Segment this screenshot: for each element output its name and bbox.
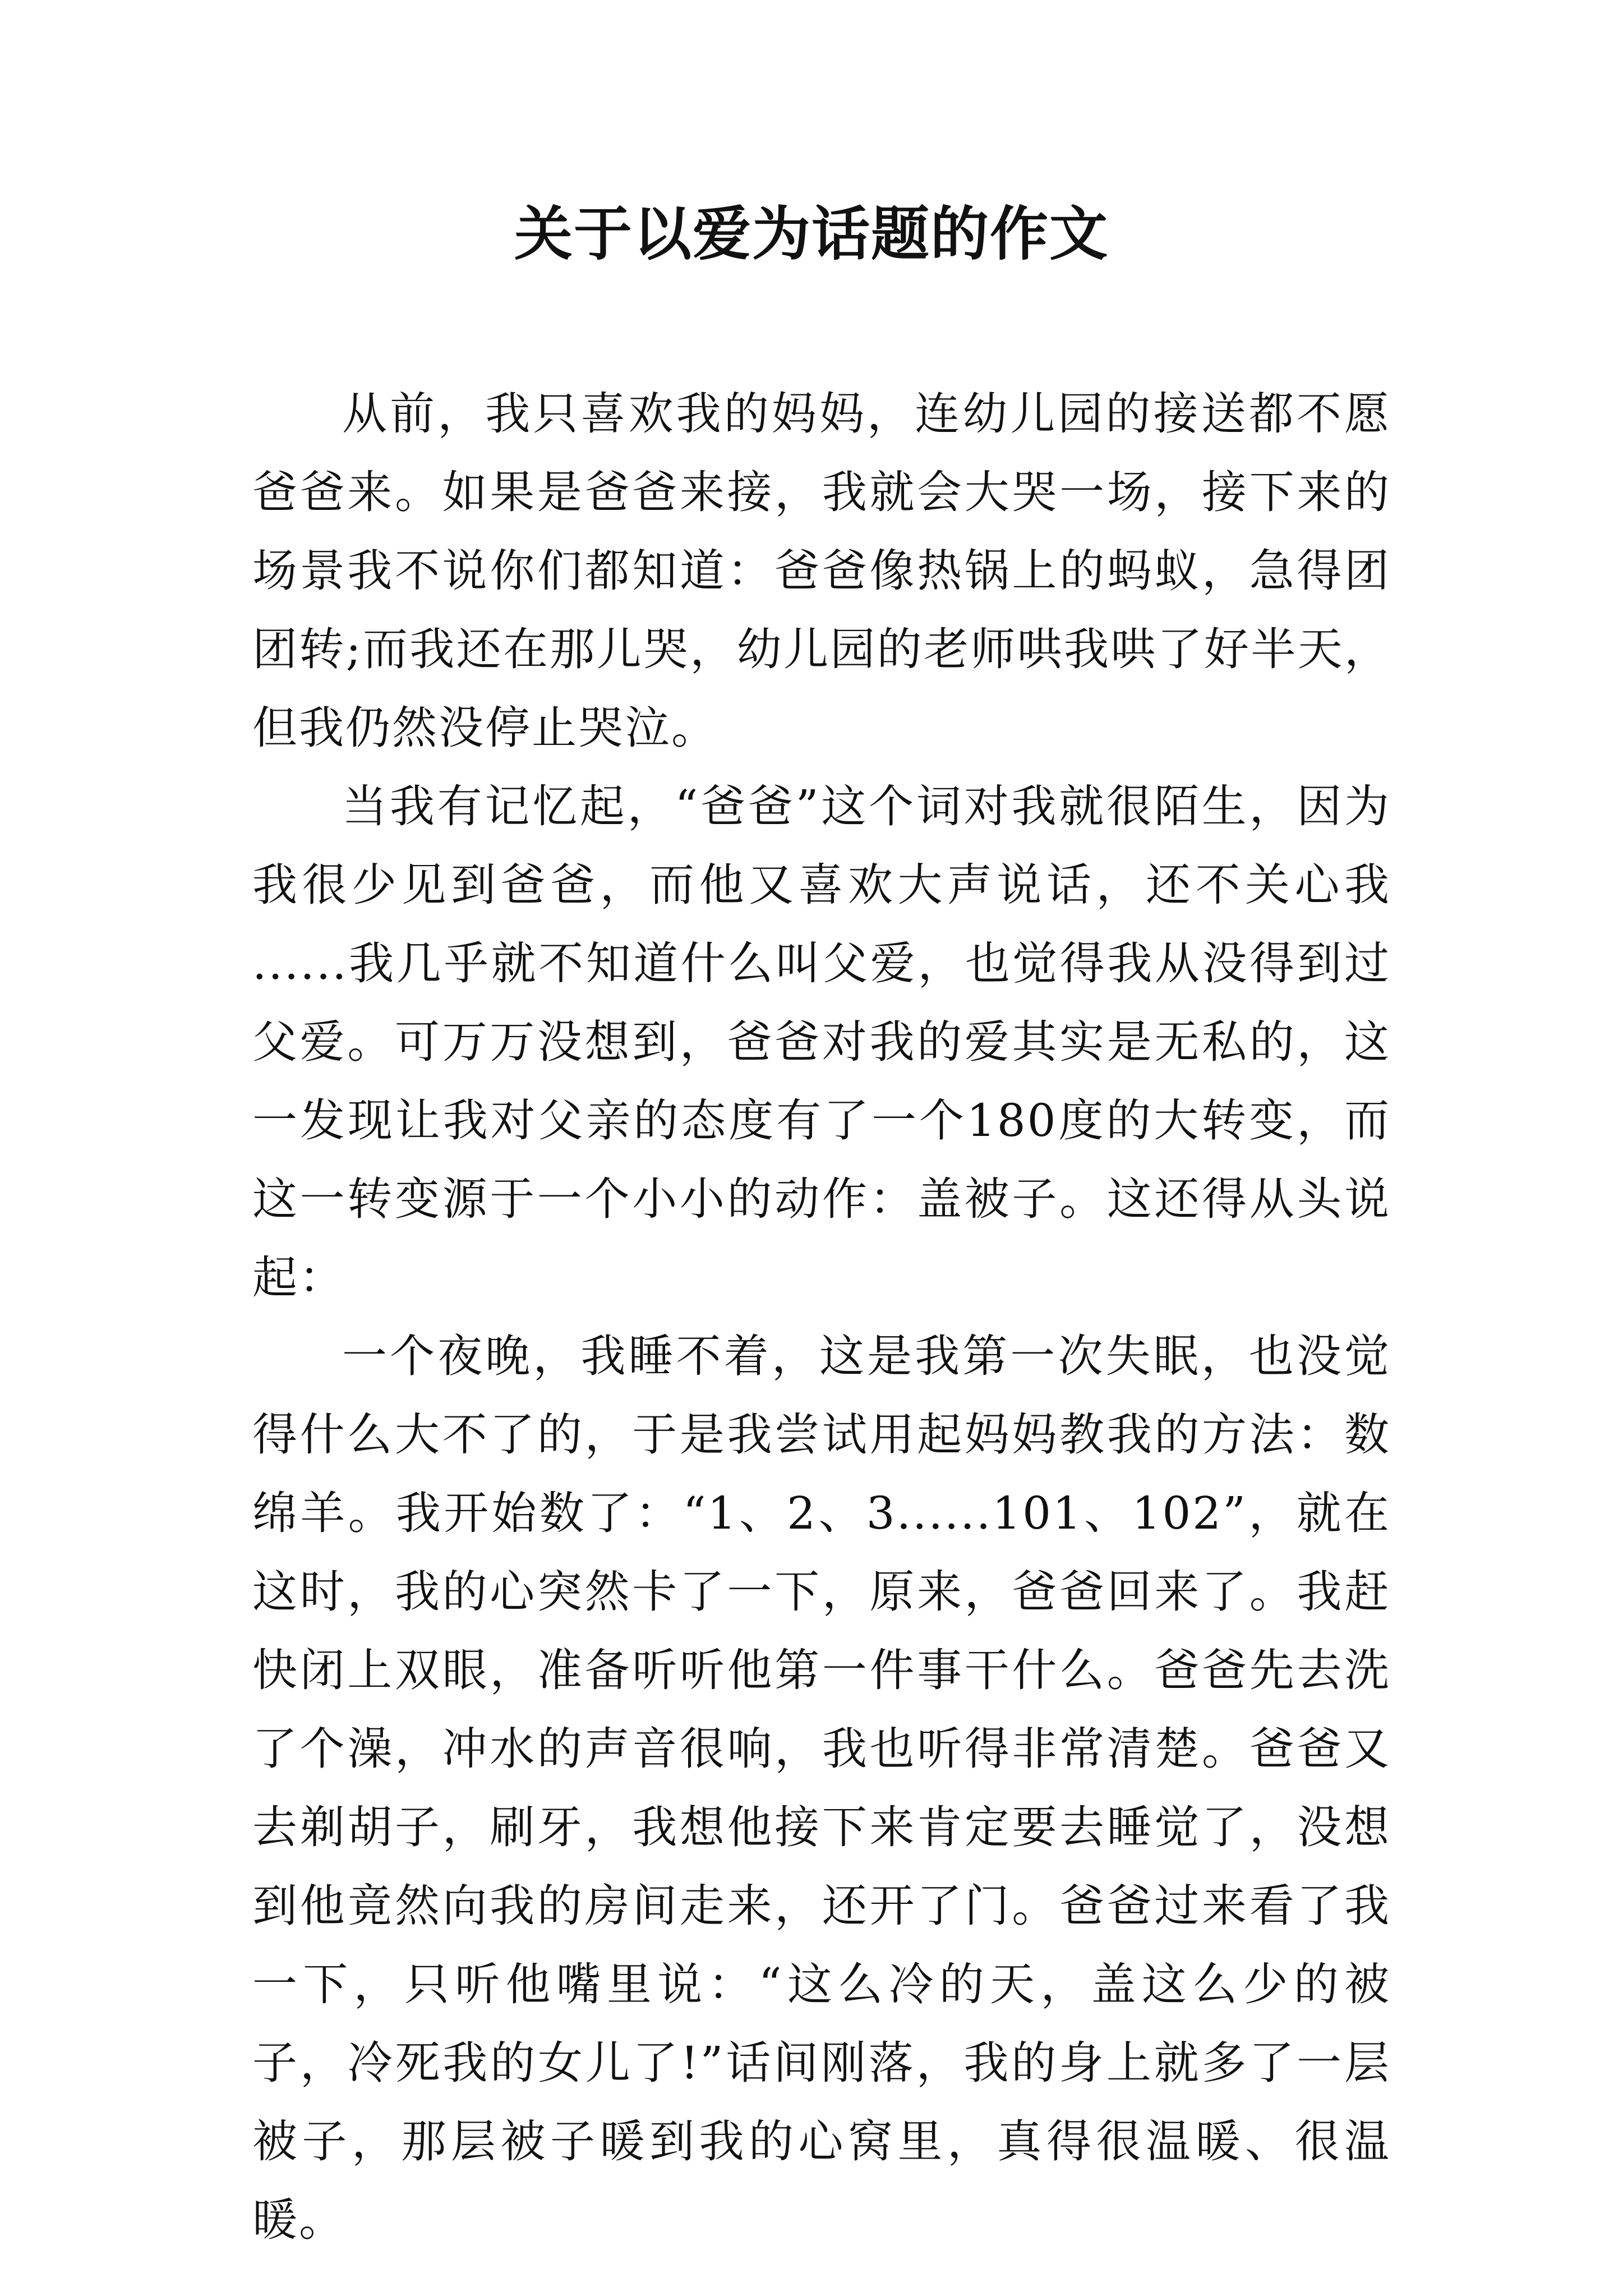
paragraph-2: 当我有记忆起，“爸爸”这个词对我就很陌生，因为我很少见到爸爸，而他又喜欢大声说话，还不关心我 ......我几乎就不知道什么叫父爱，也觉得我从没得到过父爱。可万万没想到，爸爸对我的爱其实是无私的，这一发现让我对父亲的态度有了一个180度的大转变，而这一转变源于一个小小的动作：盖被子。这还得从头说起： <box>252 780 1391 1304</box>
document-title: 关于以爱为话题的作文 <box>514 199 1109 268</box>
paragraph-3: 一个夜晚，我睡不着，这是我第一次失眠，也没觉得什么大不了的，于是我尝试用起妈妈教我的方法：数绵羊。我开始数了：“1、2、3......101、102”，就在这时，我的心突然卡了一下，原来，爸爸回来了。我赶快闭上双眼，准备听听他第一件事干什么。爸爸先去洗了个澡，冲水的声音很响，我也听得非常清楚。爸爸又去剃胡子，刷牙，我想他接下来肯定要去睡觉了，没想到他竟然向我的房间走来，还开了门。爸爸过来看了我一下，只听他嘴里说：“这么冷的天，盖这么少的被子，冷死我的女儿了!”话间刚落，我的身上就多了一层被子，那层被子暖到我的心窝里，真得很温暖、很温暖。 <box>252 1330 1391 2246</box>
document-body <box>252 375 1391 2260</box>
paragraph-1: 从前，我只喜欢我的妈妈，连幼儿园的接送都不愿爸爸来。如果是爸爸来接，我就会大哭一场，接下来的场景我不说你们都知道：爸爸像热锅上的蚂蚁，急得团团转;而我还在那儿哭，幼儿园的老师哄我哄了好半天，但我仍然没停止哭泣。 <box>252 388 1391 754</box>
